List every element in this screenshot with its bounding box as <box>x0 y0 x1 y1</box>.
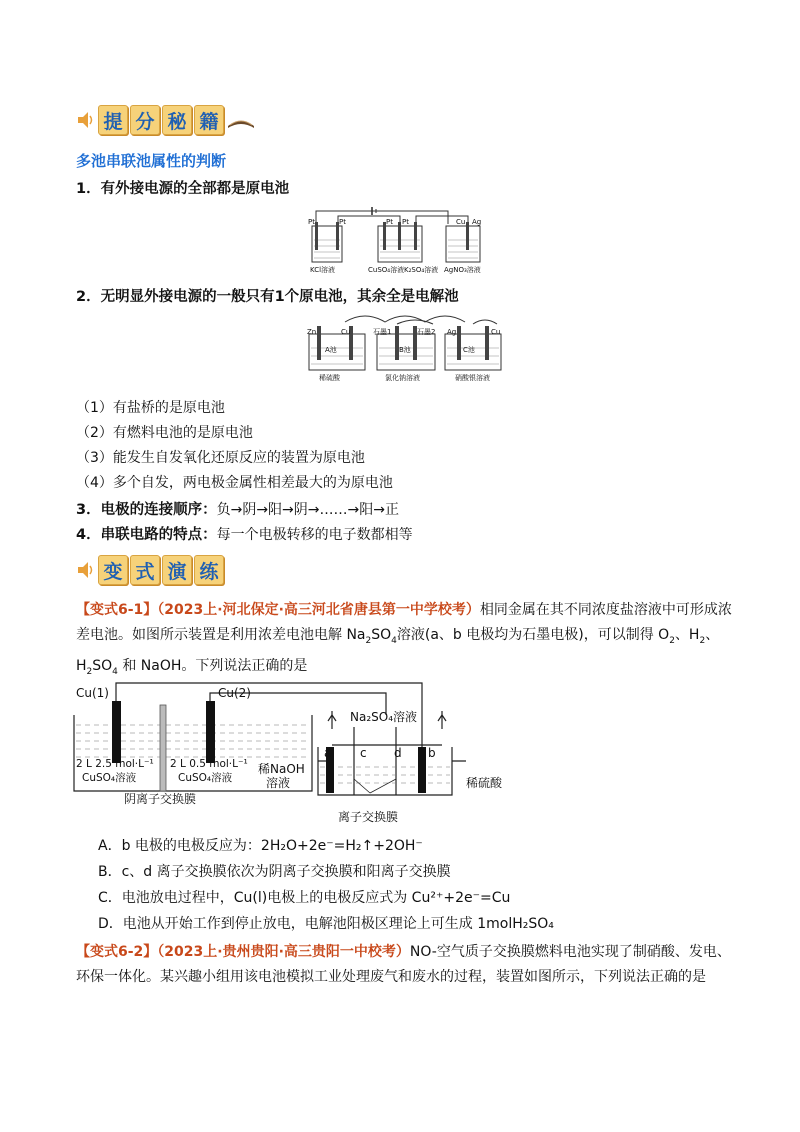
electrode-letter: b <box>428 746 436 760</box>
electrode-label: Cu <box>491 328 501 336</box>
rule-2: （2）有燃料电池的是原电池 <box>76 425 253 441</box>
label-left-sol: CuSO₄溶液 <box>82 772 137 784</box>
solution-label: AgNO₃溶液 <box>444 266 481 274</box>
label-naoh: 稀NaOH <box>258 762 305 776</box>
question-text: 差电池。如图所示装置是利用浓差电池电解 Na <box>76 627 366 643</box>
book-icon <box>226 110 256 130</box>
electrode-label: 石墨1 <box>373 328 392 336</box>
point-4-label: 4．串联电路的特点： <box>76 527 217 543</box>
subscript: 2 <box>699 635 706 646</box>
electrode-label: 石墨2 <box>417 328 436 336</box>
label-naoh: 溶液 <box>266 776 291 790</box>
section-title: 多池串联池属性的判断 <box>76 152 227 170</box>
concentration-cell-figure <box>70 675 520 825</box>
banner-char: 提 <box>98 105 128 135</box>
solution-label: 稀硫酸 <box>319 374 340 382</box>
question-text: SO <box>371 627 392 643</box>
banner-bianshi-yanlian <box>76 552 224 588</box>
solution-label: CuSO₄溶液 <box>368 266 405 274</box>
question-text: H <box>76 657 87 674</box>
rule-3: （3）能发生自发氧化还原反应的装置为原电池 <box>76 450 365 466</box>
label-cu1: Cu(1) <box>76 686 109 700</box>
label-anion-membrane: 阴离子交换膜 <box>124 792 197 806</box>
point-3-text: 负→阴→阳→阴→……→阳→正 <box>216 502 399 518</box>
subscript: 2 <box>669 635 675 646</box>
question-text: 和 NaOH。下列说法正确的是 <box>117 657 308 674</box>
electrode-letter: a <box>324 746 332 760</box>
question-text: 、 <box>705 627 720 643</box>
option-c: C．电池放电过程中，Cu(l)电极上的电极反应式为 Cu²⁺+2e⁻=Cu <box>98 890 511 906</box>
rule-4: （4）多个自发，两电极金属性相差最大的为原电池 <box>76 475 393 491</box>
banner-char: 秘 <box>162 105 192 135</box>
point-3 <box>76 498 399 519</box>
label-h2so4: 稀硫酸 <box>466 776 503 790</box>
solution-label: KCl溶液 <box>310 266 336 274</box>
electrode-label: Zn <box>307 328 317 336</box>
subscript: 4 <box>391 635 397 646</box>
speaker-icon <box>76 109 94 131</box>
point-4-text: 每一个电极转移的电子数都相等 <box>216 527 413 543</box>
electrode-cu2 <box>206 701 215 763</box>
electrode-label: Pt <box>386 218 393 226</box>
question-text: 环保一体化。某兴趣小组用该电池模拟工业处理废气和废水的过程，装置如图所示，下列说法正确的是 <box>76 969 706 985</box>
option-a: A．b 电极的电极反应为：2H₂O+2e⁻=H₂↑+2OH⁻ <box>98 838 423 854</box>
label-mid-conc: 2 L 0.5 mol·L⁻¹ <box>170 758 248 770</box>
banner-char: 练 <box>194 555 224 585</box>
label-cu2: Cu(2) <box>218 686 251 700</box>
question-source: （2023上·贵州贵阳·高三贵阳一中校考） <box>157 944 410 960</box>
electrode-label: Cu <box>456 218 466 226</box>
speaker-icon <box>76 559 94 581</box>
question-text: 、H <box>674 627 700 643</box>
pool-label: B池 <box>399 346 411 354</box>
pool-label: C池 <box>463 346 475 354</box>
electrode-label: Pt <box>308 218 315 226</box>
solution-label: K₂SO₄溶液 <box>404 266 439 274</box>
electrode-label: Ag <box>472 218 482 226</box>
electrode-cu1 <box>112 701 121 763</box>
no-source-cells-figure <box>305 312 511 384</box>
question-text: 相同金属在其不同浓度盐溶液中可形成浓 <box>479 602 732 618</box>
question-text: SO <box>92 657 113 674</box>
beaker-agno3 <box>446 226 480 262</box>
point-3-label: 3．电极的连接顺序： <box>76 502 217 518</box>
option-b: B．c、d 离子交换膜依次为阴离子交换膜和阳离子交换膜 <box>98 864 451 880</box>
label-left-conc: 2 L 2.5 mol·L⁻¹ <box>76 758 154 770</box>
question-6-2 <box>76 940 736 990</box>
banner-char: 式 <box>130 555 160 585</box>
anion-exchange-membrane <box>160 705 166 791</box>
question-text: NO-空气质子交换膜燃料电池实现了制硝酸、发电、 <box>409 944 731 960</box>
subscript: 2 <box>365 635 372 646</box>
electrode-letter: c <box>360 746 367 760</box>
question-source: （2023上·河北保定·高三河北省唐县第一中学校考） <box>157 602 480 618</box>
electrode-label: Pt <box>402 218 409 226</box>
electrode-label: Pt <box>339 218 346 226</box>
question-tag: 【变式6-2】 <box>76 944 158 960</box>
point-1: 1．有外接电源的全部都是原电池 <box>76 181 290 197</box>
pool-label: A池 <box>325 346 337 354</box>
label-na2so4: Na₂SO₄溶液 <box>350 710 418 724</box>
option-d: D．电池从开始工作到停止放电，电解池阳极区理论上可生成 1molH₂SO₄ <box>98 916 554 932</box>
rule-1: （1）有盐桥的是原电池 <box>76 400 225 416</box>
electrode-label: Ag <box>447 328 457 336</box>
banner-tifen-miji <box>76 102 256 138</box>
banner-char: 籍 <box>194 105 224 135</box>
electrode-label: Cu <box>341 328 351 336</box>
electrode-letter: d <box>394 746 402 760</box>
series-electrolysis-figure <box>308 204 504 276</box>
solution-label: 硝酸银溶液 <box>455 374 490 382</box>
banner-char: 分 <box>130 105 160 135</box>
solution-label: 氯化钠溶液 <box>385 374 420 382</box>
point-4 <box>76 523 413 544</box>
point-2: 2．无明显外接电源的一般只有1个原电池，其余全是电解池 <box>76 289 459 305</box>
banner-char: 变 <box>98 555 128 585</box>
question-6-1 <box>76 598 736 685</box>
subscript: 4 <box>112 666 118 677</box>
banner-char: 演 <box>162 555 192 585</box>
label-ion-membrane: 离子交换膜 <box>338 810 399 824</box>
question-text: 溶液(a、b 电极均为石墨电极)，可以制得 O <box>396 627 670 643</box>
subscript: 2 <box>86 666 93 677</box>
question-tag: 【变式6-1】 <box>76 602 158 618</box>
electrode-b <box>418 747 426 793</box>
label-mid-sol: CuSO₄溶液 <box>178 772 233 784</box>
